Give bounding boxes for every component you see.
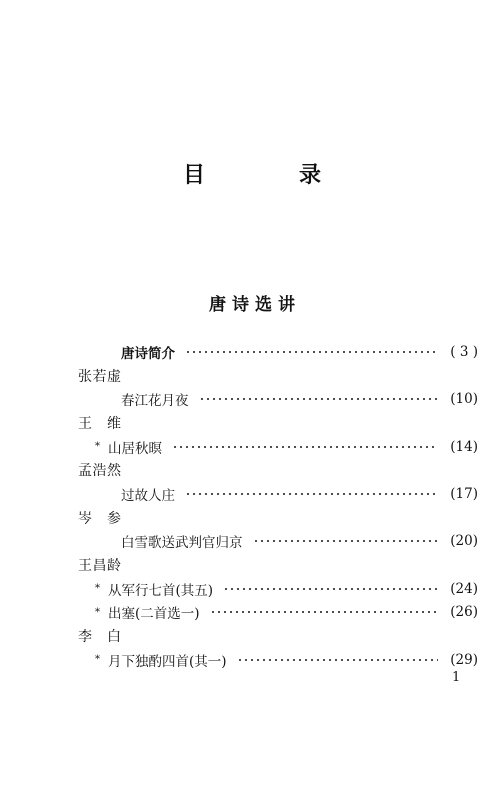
toc-entry-page: (24) [450,580,478,597]
toc-entry[interactable] [78,340,478,364]
dot-leader [185,350,438,354]
toc-entry-title: 春江花月夜 [121,393,189,410]
dot-leader [253,539,439,543]
dot-leader [223,587,438,591]
toc-entry[interactable] [78,482,478,506]
toc-entry-title: 唐诗简介 [121,345,175,362]
toc-entry-page: (20) [450,533,478,550]
toc-entry[interactable] [78,601,478,625]
toc-entry[interactable] [78,577,478,601]
toc-entry-title: 月下独酌四首(其一) [108,653,227,670]
toc-entry[interactable] [78,435,478,459]
toc-entry-title: 出塞(二首选一) [108,606,200,623]
toc-entry-title: 过故人庄 [121,487,175,504]
dot-leader [199,397,439,401]
toc-author: 孟浩然 [78,463,122,480]
star-marker: * [95,441,100,453]
toc-entry-page: (26) [450,604,478,621]
toc-author: 王 维 [78,415,122,432]
toc-entry-page: (10) [450,391,478,408]
toc-entry[interactable] [78,387,478,411]
star-marker: * [95,606,100,618]
toc-entry-page: (29) [450,651,478,668]
toc-entry-title: 山居秋暝 [108,440,162,457]
table-of-contents [78,340,478,672]
toc-entry-page: (17) [450,485,478,502]
star-marker: * [95,583,100,595]
dot-leader [172,445,438,449]
toc-entry[interactable] [78,648,478,672]
toc-author: 王昌龄 [78,558,122,575]
dot-leader [237,658,438,662]
toc-entry-page: (14) [450,438,478,455]
toc-author: 李 白 [78,629,122,646]
section-heading: 唐诗选讲 [209,295,301,315]
toc-entry-page: ( 3 ) [450,343,478,360]
toc-entry-title: 从军行七首(其五) [108,582,214,599]
toc-entry-title: 白雪歌送武判官归京 [121,535,243,552]
toc-author: 张若虚 [78,368,122,385]
toc-author: 岑 参 [78,510,122,527]
dot-leader [210,610,438,614]
page-number: 1 [452,670,461,685]
star-marker: * [95,654,100,666]
toc-entry[interactable] [78,530,478,554]
page-title: 目 录 [182,163,357,188]
dot-leader [185,492,438,496]
